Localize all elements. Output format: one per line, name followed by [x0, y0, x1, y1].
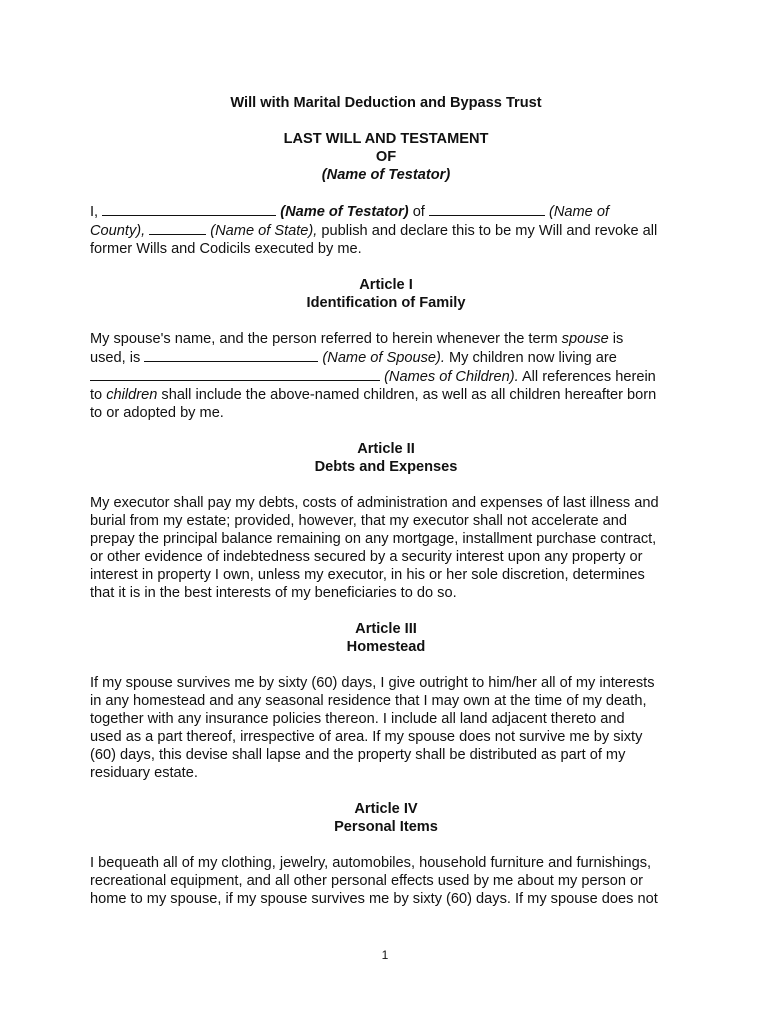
article-number: Article I [359, 277, 413, 293]
intro-text: I, [90, 204, 99, 220]
defined-term: spouse [561, 331, 609, 347]
intro-paragraph [90, 202, 682, 258]
paragraph-line: together with any insurance policies thereon. I include all land adjacent thereto and [90, 711, 625, 727]
article-title: Debts and Expenses [314, 459, 458, 475]
article-4-heading [90, 800, 682, 836]
paragraph-text: to [90, 387, 103, 403]
article-title: Personal Items [334, 819, 438, 835]
document-body [90, 94, 682, 908]
article-2-heading [90, 440, 682, 476]
article-number: Article IV [354, 801, 418, 817]
paragraph-text: to or adopted by me. [90, 405, 224, 421]
article-number: Article II [357, 441, 415, 457]
paragraph-text: My children now living are [448, 350, 617, 366]
intro-text: of [412, 204, 425, 220]
paragraph-text: used, is [90, 350, 141, 366]
will-title-line-1: LAST WILL AND TESTAMENT [283, 131, 489, 147]
paragraph-line: (60) days, this devise shall lapse and the property shall be distributed as part of my [90, 747, 626, 763]
article-2-paragraph [90, 494, 682, 602]
paragraph-text: My spouse's name, and the person referred to herein whenever the term [90, 331, 558, 347]
state-label: (Name of State), [210, 223, 318, 239]
paragraph-line: home to my spouse, if my spouse survives me by sixty (60) days. If my spouse does not [90, 891, 658, 907]
paragraph-line: My executor shall pay my debts, costs of administration and expenses of last illness and [90, 495, 659, 511]
children-names-blank[interactable] [90, 367, 380, 381]
article-1-heading [90, 276, 682, 312]
article-3-paragraph [90, 674, 682, 782]
article-4-paragraph [90, 854, 682, 908]
county-label: (Name of [548, 204, 609, 220]
county-blank[interactable] [429, 202, 545, 216]
spouse-name-blank[interactable] [144, 348, 318, 362]
paragraph-line: burial from my estate; provided, however, that my executor shall not accelerate and [90, 513, 627, 529]
intro-text: former Wills and Codicils executed by me. [90, 241, 362, 257]
article-title: Homestead [346, 639, 426, 655]
paragraph-line: prepay the principal balance remaining on any mortgage, installment purchase contract, [90, 531, 657, 547]
paragraph-text: shall include the above-named children, as well as all children hereafter born [161, 387, 657, 403]
paragraph-line: residuary estate. [90, 765, 198, 781]
article-3-heading [90, 620, 682, 656]
intro-text: publish and declare this to be my Will and revoke all [321, 223, 658, 239]
paragraph-line: interest in property I own, unless my executor, in his or her sole discretion, determines [90, 567, 645, 583]
children-label: (Names of Children). [384, 369, 519, 385]
defined-term: children [106, 387, 158, 403]
document-heading: Will with Marital Deduction and Bypass Trust [230, 95, 542, 111]
paragraph-line: recreational equipment, and all other personal effects used by me about my person or [90, 873, 643, 889]
article-1-paragraph [90, 330, 682, 422]
paragraph-line: I bequeath all of my clothing, jewelry, automobiles, household furniture and furnishings, [90, 855, 652, 871]
paragraph-line: used as a part thereof, irrespective of area. If my spouse does not survive me by sixty [90, 729, 643, 745]
article-number: Article III [355, 621, 417, 637]
paragraph-text: All references herein [521, 369, 656, 385]
will-title-line-2: OF [375, 149, 397, 165]
county-label: County), [90, 223, 146, 239]
spouse-label: (Name of Spouse). [322, 350, 445, 366]
will-title [90, 130, 682, 184]
paragraph-line: or other evidence of indebtedness secured by a security interest upon any property or [90, 549, 643, 565]
article-title: Identification of Family [306, 295, 466, 311]
testator-label: (Name of Testator) [280, 204, 409, 220]
paragraph-line: If my spouse survives me by sixty (60) days, I give outright to him/her all of my interests [90, 675, 655, 691]
page-number: 1 [381, 948, 389, 962]
paragraph-line: in any homestead and any seasonal residence that I may own at the time of my death, [90, 693, 647, 709]
state-blank[interactable] [149, 221, 206, 235]
paragraph-line: that it is in the best interests of my beneficiaries to do so. [90, 585, 457, 601]
paragraph-text: is [612, 331, 624, 347]
will-title-testator: (Name of Testator) [321, 167, 451, 183]
testator-name-blank[interactable] [102, 202, 276, 216]
